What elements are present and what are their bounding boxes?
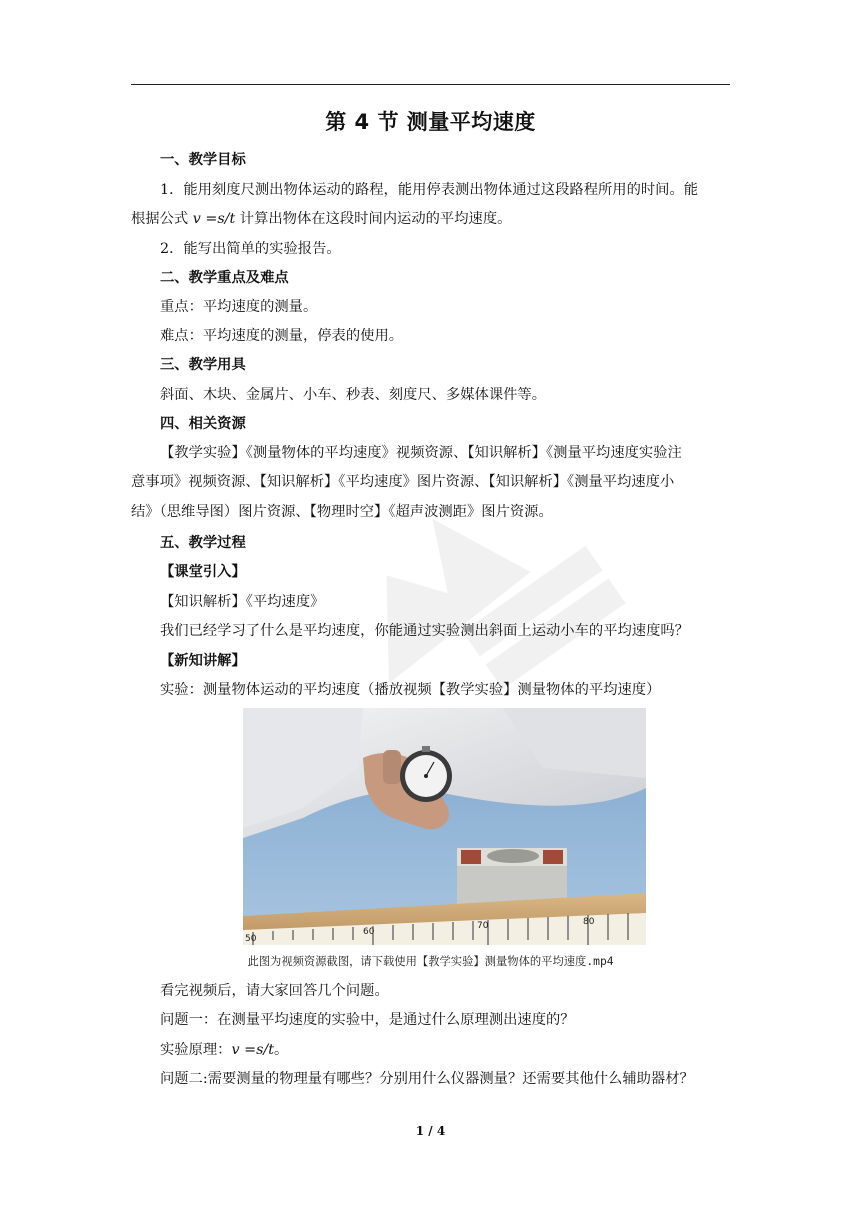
new-knowledge-heading: 【新知讲解】 [160, 653, 246, 669]
photo-caption: 此图为视频资源截图，请下载使用【教学实验】测量物体的平均速度.mp4 [247, 955, 614, 968]
difficulty-text: 难点：平均速度的测量，停表的使用。 [160, 328, 404, 344]
ruler-label-50: 50 [245, 934, 257, 944]
header-rule [131, 84, 730, 85]
question-1: 问题一：在测量平均速度的实验中，是通过什么原理测出速度的？ [160, 1012, 575, 1028]
ruler-label-80: 80 [583, 917, 595, 927]
experiment-video-screenshot [243, 708, 646, 945]
ruler-label-70: 70 [477, 921, 489, 931]
goal-1-line-1: 1．能用刻度尺测出物体运动的路程，能用停表测出物体通过这段路程所用的时间。能 [160, 182, 699, 198]
tools-text: 斜面、木块、金属片、小车、秒表、刻度尺、多媒体课件等。 [160, 387, 547, 403]
after-video-text: 看完视频后，请大家回答几个问题。 [160, 983, 389, 999]
question-2: 问题二:需要测量的物理量有哪些？分别用什么仪器测量？还需要其他什么辅助器材？ [160, 1071, 694, 1087]
experiment-text: 实验：测量物体运动的平均速度（播放视频【教学实验】测量物体的平均速度） [160, 682, 661, 698]
section-heading-resources: 四、相关资源 [160, 416, 246, 432]
goal-1-line-2: 根据公式 v =s/t 计算出物体在这段时间内运动的平均速度。 [131, 211, 512, 227]
goal-2: 2．能写出简单的实验报告。 [160, 241, 341, 257]
resources-line-3: 结》（思维导图）图片资源、【物理时空】《超声波测距》图片资源。 [131, 504, 553, 520]
formula: v =s/t [231, 1042, 274, 1058]
page-title: 第 4 节 测量平均速度 [325, 110, 536, 134]
intro-heading: 【课堂引入】 [160, 564, 246, 580]
page-number: 1 / 4 [415, 1124, 446, 1138]
resources-line-1: 【教学实验】《测量物体的平均速度》视频资源、【知识解析】《测量平均速度实验注 [160, 445, 682, 461]
ruler-label-60: 60 [363, 927, 375, 937]
section-heading-process: 五、教学过程 [160, 535, 246, 551]
section-heading-goals: 一、教学目标 [160, 152, 246, 168]
section-heading-tools: 三、教学用具 [160, 357, 246, 373]
formula: v =s/t [192, 211, 236, 227]
intro-question: 我们已经学习了什么是平均速度，你能通过实验测出斜面上运动小车的平均速度吗？ [160, 623, 689, 639]
intro-reference: 【知识解析】《平均速度》 [160, 594, 325, 610]
principle-text: 实验原理：v =s/t。 [160, 1042, 289, 1058]
section-heading-keypoints: 二、教学重点及难点 [160, 270, 289, 286]
resources-line-2: 意事项》视频资源、【知识解析】《平均速度》图片资源、【知识解析】《测量平均速度小 [131, 474, 675, 490]
focus-text: 重点：平均速度的测量。 [160, 299, 318, 315]
